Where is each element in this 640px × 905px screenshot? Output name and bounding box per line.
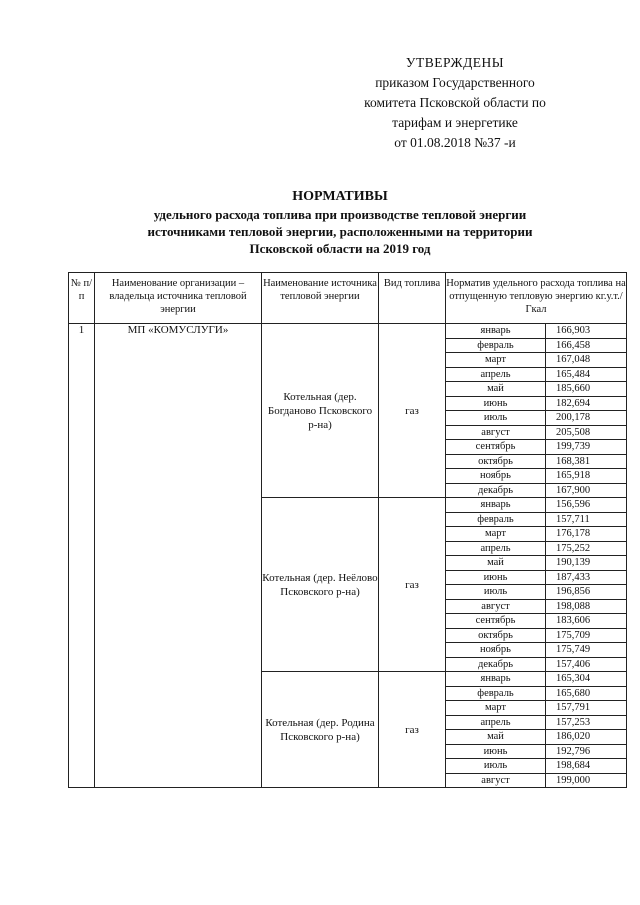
header-fuel: Вид топлива bbox=[379, 273, 446, 324]
month-row bbox=[446, 425, 626, 440]
month-row bbox=[446, 367, 626, 382]
norm-value: 157,711 bbox=[546, 512, 627, 527]
monthly-norms bbox=[446, 324, 627, 498]
month-row bbox=[446, 512, 626, 527]
month-name: декабрь bbox=[446, 483, 546, 497]
month-row bbox=[446, 744, 626, 759]
monthly-norms-table bbox=[446, 324, 626, 497]
monthly-norms-table bbox=[446, 498, 626, 671]
norm-value: 175,252 bbox=[546, 541, 627, 556]
month-name: август bbox=[446, 773, 546, 787]
month-name: май bbox=[446, 382, 546, 397]
month-name: январь bbox=[446, 672, 546, 686]
approval-block bbox=[330, 53, 580, 153]
row-number: 1 bbox=[69, 324, 95, 788]
month-row bbox=[446, 324, 626, 338]
month-name: март bbox=[446, 527, 546, 542]
norm-value: 157,791 bbox=[546, 701, 627, 716]
header-norm: Норматив удельного расхода топлива на отпущенную тепловую энергию кг.у.т./Гкал bbox=[446, 273, 627, 324]
norm-value: 183,606 bbox=[546, 614, 627, 629]
month-row bbox=[446, 701, 626, 716]
month-name: апрель bbox=[446, 541, 546, 556]
approval-line-1: УТВЕРЖДЕНЫ bbox=[405, 55, 505, 70]
norm-value: 167,900 bbox=[546, 483, 627, 497]
month-row bbox=[446, 498, 626, 512]
month-name: декабрь bbox=[446, 657, 546, 671]
norm-value: 200,178 bbox=[546, 411, 627, 426]
norm-value: 186,020 bbox=[546, 730, 627, 745]
month-name: июнь bbox=[446, 396, 546, 411]
norm-value: 175,709 bbox=[546, 628, 627, 643]
norm-value: 165,680 bbox=[546, 686, 627, 701]
month-row bbox=[446, 440, 626, 455]
norm-value: 165,304 bbox=[546, 672, 627, 686]
norms-table bbox=[68, 272, 627, 788]
month-row bbox=[446, 657, 626, 671]
month-name: февраль bbox=[446, 512, 546, 527]
month-name: июль bbox=[446, 759, 546, 774]
month-name: май bbox=[446, 556, 546, 571]
month-name: июнь bbox=[446, 744, 546, 759]
month-name: январь bbox=[446, 498, 546, 512]
norm-value: 192,796 bbox=[546, 744, 627, 759]
month-row bbox=[446, 353, 626, 368]
norm-value: 196,856 bbox=[546, 585, 627, 600]
month-name: март bbox=[446, 353, 546, 368]
month-name: октябрь bbox=[446, 628, 546, 643]
document-title bbox=[60, 188, 620, 257]
month-row bbox=[446, 396, 626, 411]
month-row bbox=[446, 585, 626, 600]
month-row bbox=[446, 759, 626, 774]
norm-value: 166,458 bbox=[546, 338, 627, 353]
month-row bbox=[446, 715, 626, 730]
month-name: май bbox=[446, 730, 546, 745]
month-name: ноябрь bbox=[446, 643, 546, 658]
approval-line-5: от 01.08.2018 №37 -и bbox=[394, 135, 516, 150]
norm-value: 198,088 bbox=[546, 599, 627, 614]
source-name: Котельная (дер. Неёлово Псковского р-на) bbox=[262, 498, 379, 672]
norm-value: 165,918 bbox=[546, 469, 627, 484]
norm-value: 185,660 bbox=[546, 382, 627, 397]
month-name: ноябрь bbox=[446, 469, 546, 484]
month-row bbox=[446, 599, 626, 614]
norm-value: 190,139 bbox=[546, 556, 627, 571]
month-row bbox=[446, 730, 626, 745]
month-name: сентябрь bbox=[446, 440, 546, 455]
month-row bbox=[446, 454, 626, 469]
month-name: июль bbox=[446, 585, 546, 600]
approval-line-2: приказом Государственного bbox=[375, 75, 535, 90]
month-name: апрель bbox=[446, 715, 546, 730]
month-name: октябрь bbox=[446, 454, 546, 469]
header-organization: Наименование организации – владельца источника тепловой энергии bbox=[95, 273, 262, 324]
month-row bbox=[446, 338, 626, 353]
norm-value: 167,048 bbox=[546, 353, 627, 368]
month-row bbox=[446, 628, 626, 643]
norm-value: 199,739 bbox=[546, 440, 627, 455]
month-name: февраль bbox=[446, 338, 546, 353]
organization-name: МП «КОМУСЛУГИ» bbox=[95, 324, 262, 788]
month-name: март bbox=[446, 701, 546, 716]
month-row bbox=[446, 614, 626, 629]
norm-value: 187,433 bbox=[546, 570, 627, 585]
source-name: Котельная (дер. Богданово Псковского р-на) bbox=[262, 324, 379, 498]
month-name: июнь bbox=[446, 570, 546, 585]
month-name: август bbox=[446, 599, 546, 614]
month-row bbox=[446, 382, 626, 397]
month-row bbox=[446, 541, 626, 556]
norm-value: 157,406 bbox=[546, 657, 627, 671]
month-row bbox=[446, 469, 626, 484]
title-sub-2: источниками тепловой энергии, расположенными на территории bbox=[147, 224, 533, 239]
fuel-type: газ bbox=[379, 498, 446, 672]
norm-value: 157,253 bbox=[546, 715, 627, 730]
month-name: июль bbox=[446, 411, 546, 426]
month-row bbox=[446, 570, 626, 585]
monthly-norms-table bbox=[446, 672, 626, 787]
title-main: НОРМАТИВЫ bbox=[292, 189, 388, 204]
norm-value: 199,000 bbox=[546, 773, 627, 787]
norm-value: 166,903 bbox=[546, 324, 627, 338]
monthly-norms bbox=[446, 498, 627, 672]
title-sub-1: удельного расхода топлива при производстве тепловой энергии bbox=[153, 207, 527, 222]
norm-value: 205,508 bbox=[546, 425, 627, 440]
month-name: сентябрь bbox=[446, 614, 546, 629]
month-row bbox=[446, 483, 626, 497]
source-name: Котельная (дер. Родина Псковского р-на) bbox=[262, 672, 379, 788]
month-row bbox=[446, 686, 626, 701]
norm-value: 165,484 bbox=[546, 367, 627, 382]
norm-value: 198,684 bbox=[546, 759, 627, 774]
month-row bbox=[446, 527, 626, 542]
norm-value: 176,178 bbox=[546, 527, 627, 542]
table-row bbox=[69, 324, 627, 498]
header-source: Наименование источника тепловой энергии bbox=[262, 273, 379, 324]
month-name: апрель bbox=[446, 367, 546, 382]
norm-value: 175,749 bbox=[546, 643, 627, 658]
month-row bbox=[446, 411, 626, 426]
month-row bbox=[446, 773, 626, 787]
header-num: № п/п bbox=[69, 273, 95, 324]
approval-line-3: комитета Псковской области по bbox=[364, 95, 546, 110]
month-row bbox=[446, 643, 626, 658]
month-name: август bbox=[446, 425, 546, 440]
monthly-norms bbox=[446, 672, 627, 788]
month-row bbox=[446, 556, 626, 571]
month-name: январь bbox=[446, 324, 546, 338]
approval-line-4: тарифам и энергетике bbox=[392, 115, 518, 130]
month-name: февраль bbox=[446, 686, 546, 701]
month-row bbox=[446, 672, 626, 686]
norm-value: 168,381 bbox=[546, 454, 627, 469]
fuel-type: газ bbox=[379, 324, 446, 498]
norm-value: 182,694 bbox=[546, 396, 627, 411]
norm-value: 156,596 bbox=[546, 498, 627, 512]
title-sub-3: Псковской области на 2019 год bbox=[249, 241, 431, 256]
fuel-type: газ bbox=[379, 672, 446, 788]
